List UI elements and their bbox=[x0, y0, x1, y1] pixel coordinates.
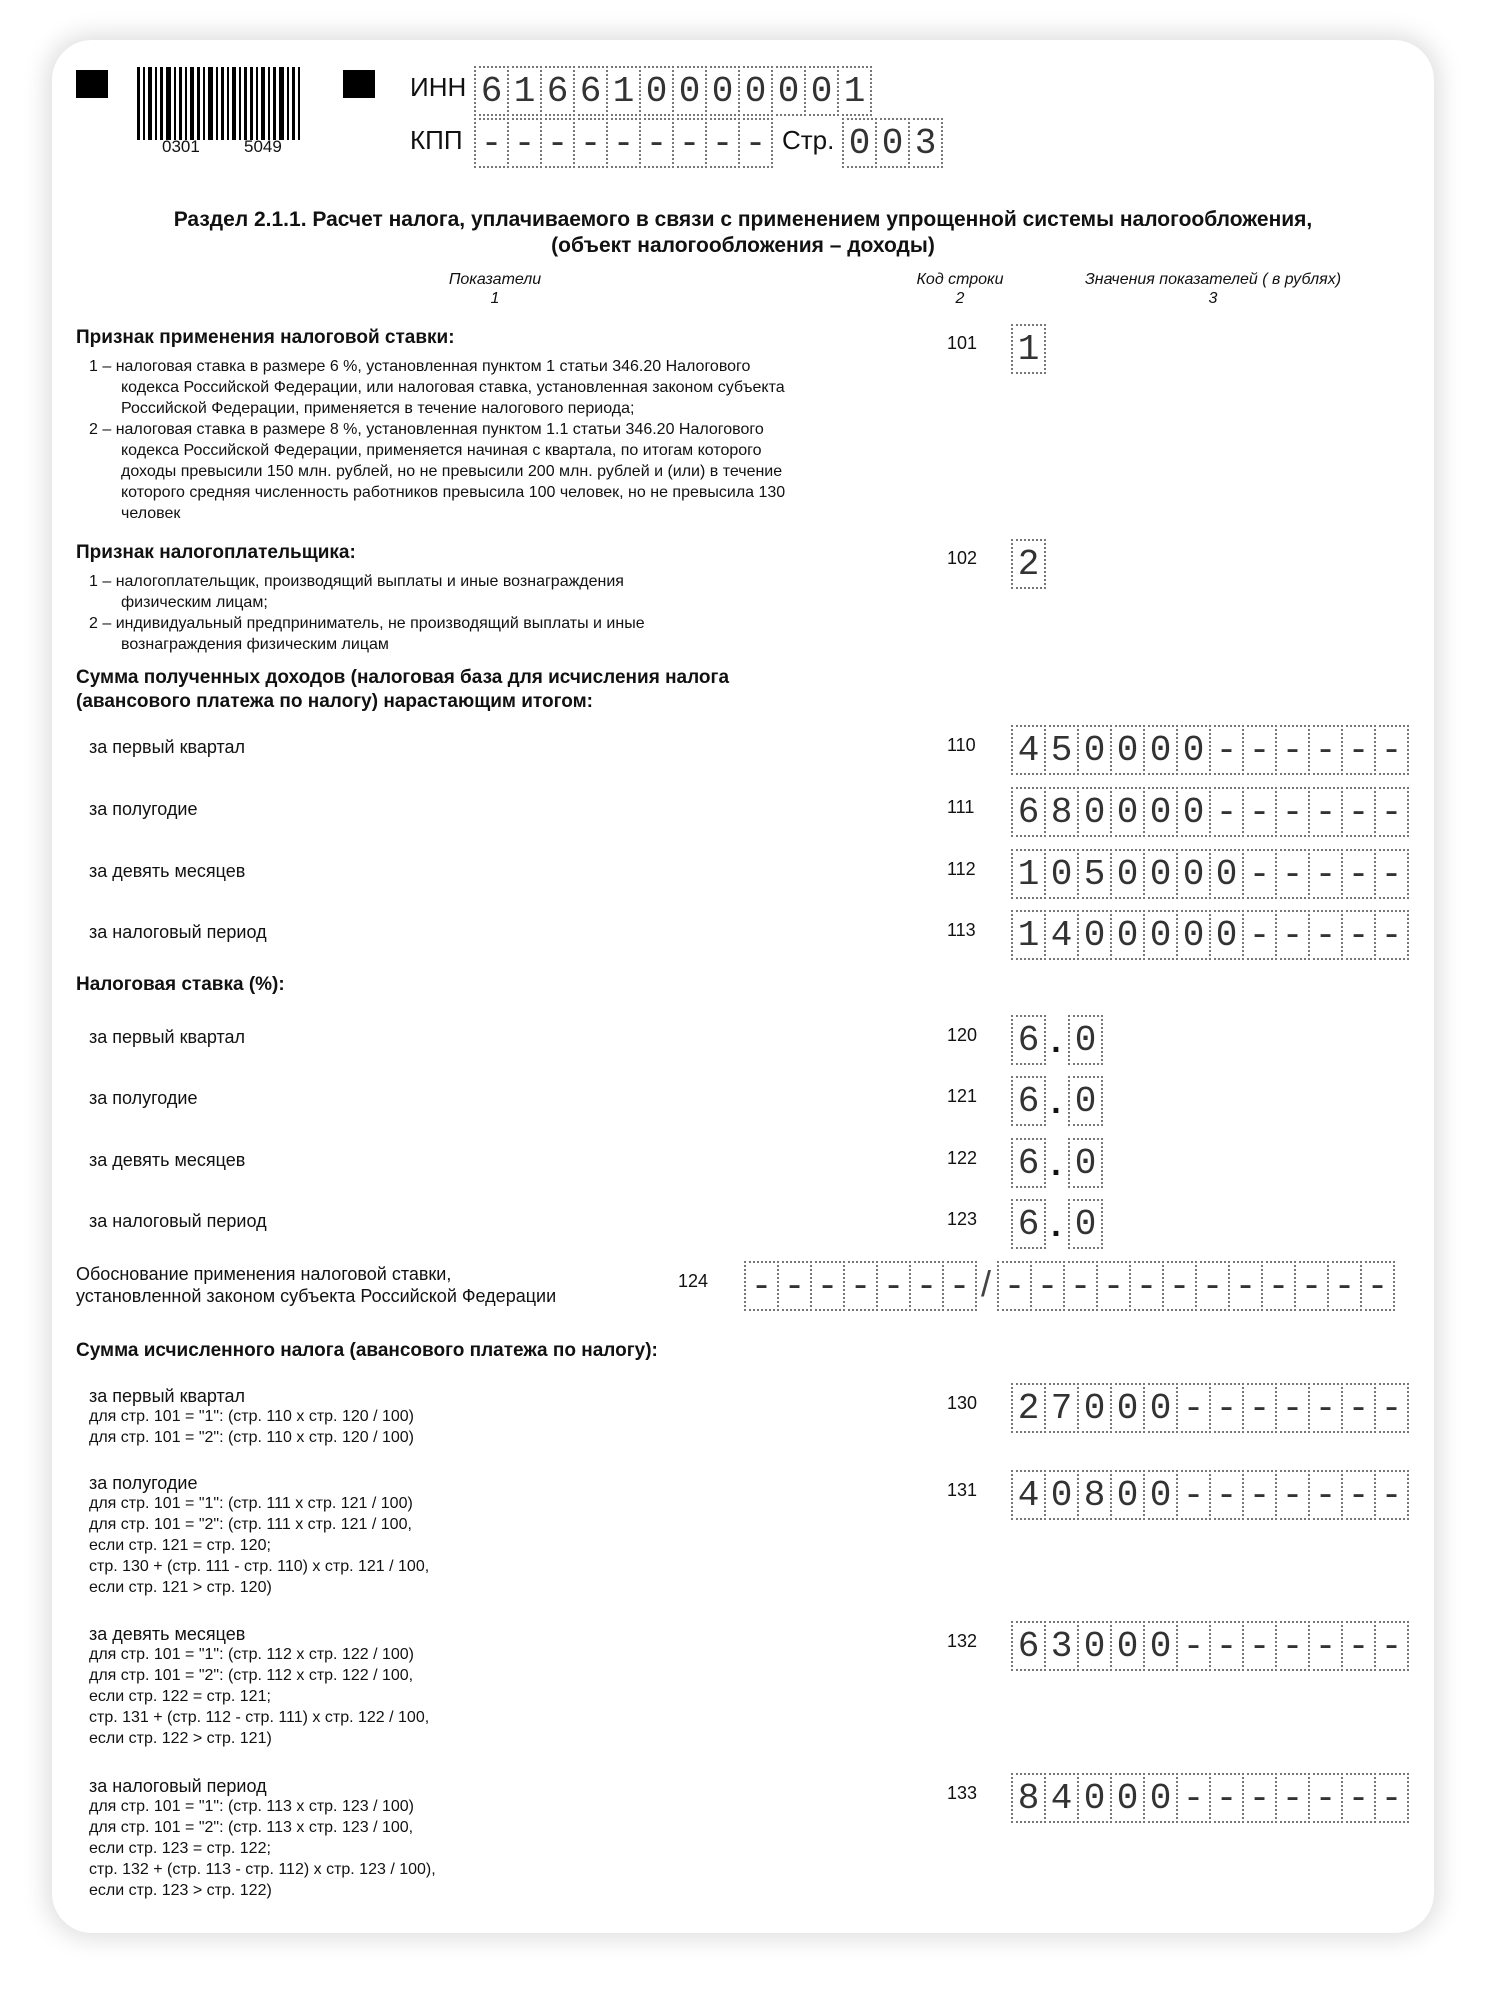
rate-integer-cell[interactable]: 6 bbox=[1011, 1076, 1046, 1126]
digit-cell[interactable]: 2 bbox=[1011, 1383, 1046, 1433]
digit-cell[interactable]: 8 bbox=[1011, 1773, 1046, 1823]
column-header-line-code-label: Код строки bbox=[916, 271, 1004, 288]
text-line: 1 – налоговая ставка в размере 6 %, установленная пунктом 1 статьи 346.20 Налогового bbox=[89, 358, 751, 375]
digit-cell[interactable]: - bbox=[1275, 1470, 1310, 1520]
basis-article-cell[interactable]: - bbox=[1195, 1261, 1230, 1311]
basis-article-cell[interactable]: - bbox=[1096, 1261, 1131, 1311]
digit-cell[interactable]: 1 bbox=[1011, 849, 1046, 899]
digit-cell[interactable]: - bbox=[1341, 1470, 1376, 1520]
digit-cell[interactable]: 8 bbox=[1044, 787, 1079, 837]
digit-cell[interactable]: 5 bbox=[1044, 725, 1079, 775]
tax-q1-formula bbox=[89, 1406, 414, 1448]
digit-cell[interactable]: - bbox=[1275, 910, 1310, 960]
digit-cell[interactable]: 6 bbox=[1011, 787, 1046, 837]
rate-fraction-cell[interactable]: 0 bbox=[1068, 1138, 1103, 1188]
digit-cell[interactable]: - bbox=[1176, 1621, 1211, 1671]
income-heading bbox=[76, 666, 729, 714]
barcode-bar bbox=[190, 67, 194, 140]
digit-cell[interactable]: 0 bbox=[1176, 910, 1211, 960]
digit-cell[interactable]: - bbox=[1308, 1470, 1343, 1520]
income-nine-months-label: за девять месяцев bbox=[89, 861, 246, 881]
barcode-bar bbox=[250, 67, 253, 140]
digit-cell[interactable]: 0 bbox=[1176, 849, 1211, 899]
barcode-bar bbox=[239, 67, 241, 140]
digit-cell[interactable]: 4 bbox=[1011, 725, 1046, 775]
basis-separator: / bbox=[980, 1263, 991, 1304]
line-code-120: 120 bbox=[947, 1025, 978, 1045]
digit-cell[interactable]: - bbox=[1242, 1470, 1277, 1520]
digit-cell[interactable]: 4 bbox=[1044, 910, 1079, 960]
digit-cell[interactable]: 0 bbox=[1077, 725, 1112, 775]
barcode-bar bbox=[232, 67, 236, 140]
barcode-bar bbox=[216, 67, 218, 140]
basis-article-cell[interactable]: - bbox=[1360, 1261, 1395, 1311]
digit-cell[interactable]: - bbox=[1209, 787, 1244, 837]
digit-cell[interactable]: 0 bbox=[771, 66, 806, 116]
digit-cell[interactable]: 0 bbox=[1110, 1621, 1145, 1671]
digit-cell[interactable]: 1 bbox=[1011, 324, 1046, 374]
digit-cell[interactable]: - bbox=[1242, 1383, 1277, 1433]
line-code-132: 132 bbox=[947, 1631, 978, 1651]
barcode-number-1: 0301 bbox=[162, 137, 200, 156]
tax-nine-months-label: за девять месяцев bbox=[89, 1624, 246, 1644]
rate-integer-cell[interactable]: 6 bbox=[1011, 1015, 1046, 1065]
text-line: человек bbox=[121, 505, 181, 522]
barcode-bar bbox=[221, 67, 224, 140]
barcode-bar bbox=[137, 67, 140, 140]
basis-code-cell[interactable]: - bbox=[909, 1261, 944, 1311]
digit-cell[interactable]: - bbox=[1374, 1621, 1409, 1671]
line-code-130: 130 bbox=[947, 1393, 978, 1413]
digit-cell[interactable]: - bbox=[507, 118, 542, 168]
tax-tax-period-field[interactable] bbox=[1011, 1773, 1407, 1823]
text-line: кодекса Российской Федерации, применяется начиная с квартала, по итогам которого bbox=[121, 442, 762, 459]
barcode-bar bbox=[143, 67, 145, 140]
digit-cell[interactable]: 0 bbox=[1176, 725, 1211, 775]
digit-cell[interactable]: 0 bbox=[1110, 1773, 1145, 1823]
basis-article-cell[interactable]: - bbox=[1129, 1261, 1164, 1311]
text-line: которого средняя численность работников превысила 100 человек, но не превысила 130 bbox=[121, 484, 786, 501]
digit-cell[interactable]: 8 bbox=[1077, 1470, 1112, 1520]
digit-cell[interactable]: - bbox=[1242, 1773, 1277, 1823]
line-code-111: 111 bbox=[947, 797, 975, 817]
basis-code-cell[interactable]: - bbox=[744, 1261, 779, 1311]
digit-cell[interactable]: - bbox=[573, 118, 608, 168]
section-title-line-1: Раздел 2.1.1. Расчет налога, уплачиваемого в связи с применением упрощенной системы налогообложения, bbox=[173, 208, 1313, 231]
line-code-131: 131 bbox=[947, 1480, 978, 1500]
line-code-102: 102 bbox=[947, 548, 978, 568]
text-line: если стр. 121 > стр. 120) bbox=[89, 1579, 272, 1596]
barcode-number-2: 5049 bbox=[244, 137, 282, 156]
digit-cell[interactable]: - bbox=[1209, 1470, 1244, 1520]
digit-cell[interactable]: - bbox=[1308, 1383, 1343, 1433]
rate-fraction-cell[interactable]: 0 bbox=[1068, 1076, 1103, 1126]
rate-basis-label-line-1: Обоснование применения налоговой ставки, bbox=[76, 1264, 452, 1284]
barcode-bar bbox=[166, 67, 171, 140]
text-line: если стр. 122 = стр. 121; bbox=[89, 1688, 271, 1705]
basis-code-cell[interactable]: - bbox=[876, 1261, 911, 1311]
inn-label: ИНН bbox=[410, 72, 467, 102]
barcode-bar bbox=[273, 67, 276, 140]
text-line: для стр. 101 = "2": (стр. 110 x стр. 120 / 100) bbox=[89, 1429, 414, 1446]
digit-cell[interactable]: - bbox=[1242, 725, 1277, 775]
barcode bbox=[137, 67, 303, 140]
digit-cell[interactable]: - bbox=[1341, 910, 1376, 960]
text-line: для стр. 101 = "1": (стр. 110 x стр. 120 / 100) bbox=[89, 1408, 414, 1425]
tax-nine-months-formula bbox=[89, 1644, 429, 1749]
digit-cell[interactable]: - bbox=[1209, 1621, 1244, 1671]
digit-cell[interactable]: 0 bbox=[1110, 1470, 1145, 1520]
column-header-line-code-number: 2 bbox=[955, 290, 965, 307]
digit-cell[interactable]: - bbox=[1308, 1773, 1343, 1823]
column-header-values-label: Значения показателей ( в рублях) bbox=[1084, 271, 1342, 288]
barcode-bar bbox=[185, 67, 187, 140]
digit-cell[interactable]: 0 bbox=[1176, 787, 1211, 837]
digit-cell[interactable]: - bbox=[540, 118, 575, 168]
digit-cell[interactable]: 0 bbox=[1143, 725, 1178, 775]
digit-cell[interactable]: - bbox=[1341, 725, 1376, 775]
digit-cell[interactable]: 0 bbox=[705, 66, 740, 116]
digit-cell[interactable]: 4 bbox=[1044, 1773, 1079, 1823]
decimal-point: . bbox=[1051, 1145, 1061, 1183]
section-title bbox=[52, 207, 1434, 259]
line-code-123: 123 bbox=[947, 1209, 978, 1229]
column-header-values bbox=[1048, 270, 1378, 308]
tax-half-year-field[interactable] bbox=[1011, 1470, 1407, 1520]
text-line: для стр. 101 = "2": (стр. 111 x стр. 121 / 100, bbox=[89, 1516, 412, 1533]
digit-cell[interactable]: 6 bbox=[573, 66, 608, 116]
digit-cell[interactable]: - bbox=[1374, 725, 1409, 775]
kpp-label: КПП bbox=[410, 125, 463, 155]
digit-cell[interactable]: - bbox=[1275, 1773, 1310, 1823]
digit-cell[interactable]: 6 bbox=[474, 66, 509, 116]
digit-cell[interactable]: - bbox=[1308, 1621, 1343, 1671]
tax-tax-period-label: за налоговый период bbox=[89, 1776, 267, 1796]
column-header-indicators-label: Показатели bbox=[448, 271, 542, 288]
rate-tax-period-label: за налоговый период bbox=[89, 1211, 267, 1231]
digit-cell[interactable]: 0 bbox=[1044, 849, 1079, 899]
digit-cell[interactable]: 0 bbox=[1110, 1383, 1145, 1433]
text-line: для стр. 101 = "2": (стр. 112 x стр. 122 / 100, bbox=[89, 1667, 414, 1684]
tax-half-year-label: за полугодие bbox=[89, 1473, 198, 1493]
basis-article-cell[interactable]: - bbox=[1162, 1261, 1197, 1311]
digit-cell[interactable]: - bbox=[1209, 1773, 1244, 1823]
line-code-110: 110 bbox=[947, 735, 976, 755]
digit-cell[interactable]: 0 bbox=[842, 118, 877, 168]
digit-cell[interactable]: - bbox=[1374, 849, 1409, 899]
rate-integer-cell[interactable]: 6 bbox=[1011, 1199, 1046, 1249]
line-code-112: 112 bbox=[947, 859, 976, 879]
digit-cell[interactable]: - bbox=[1341, 1773, 1376, 1823]
line-code-121: 121 bbox=[947, 1086, 978, 1106]
digit-cell[interactable]: - bbox=[1374, 1773, 1409, 1823]
barcode-bar bbox=[298, 67, 300, 140]
digit-cell[interactable]: 4 bbox=[1011, 1470, 1046, 1520]
digit-cell[interactable]: 0 bbox=[1143, 1773, 1178, 1823]
decimal-point: . bbox=[1051, 1206, 1061, 1244]
rate-nine-months-field[interactable] bbox=[1011, 1138, 1101, 1188]
basis-code-cell[interactable]: - bbox=[843, 1261, 878, 1311]
barcode-bar bbox=[155, 67, 157, 140]
digit-cell[interactable]: 0 bbox=[804, 66, 839, 116]
income-heading-line-2: (авансового платежа по налогу) нарастающим итогом: bbox=[76, 691, 593, 712]
barcode-bar bbox=[292, 67, 295, 140]
section-title-line-2: (объект налогообложения – доходы) bbox=[551, 234, 935, 257]
digit-cell[interactable]: 0 bbox=[1110, 725, 1145, 775]
rate-integer-cell[interactable]: 6 bbox=[1011, 1138, 1046, 1188]
barcode-bar bbox=[244, 67, 247, 140]
barcode-bar bbox=[208, 67, 213, 140]
line-code-113: 113 bbox=[947, 920, 976, 940]
digit-cell[interactable]: 7 bbox=[1044, 1383, 1079, 1433]
digit-cell[interactable]: - bbox=[1242, 1621, 1277, 1671]
digit-cell[interactable]: - bbox=[1242, 910, 1277, 960]
taxpayer-sign-description bbox=[89, 571, 789, 655]
digit-cell[interactable]: 3 bbox=[1044, 1621, 1079, 1671]
rate-nine-months-label: за девять месяцев bbox=[89, 1150, 246, 1170]
digit-cell[interactable]: 5 bbox=[1077, 849, 1112, 899]
barcode-bar bbox=[197, 67, 200, 140]
line-code-101: 101 bbox=[947, 333, 978, 353]
digit-cell[interactable]: - bbox=[1209, 1383, 1244, 1433]
rate-q1-label: за первый квартал bbox=[89, 1027, 246, 1047]
text-line: 2 – налоговая ставка в размере 8 %, установленная пунктом 1.1 статьи 346.20 Налогового bbox=[89, 421, 764, 438]
digit-cell[interactable]: - bbox=[1176, 1383, 1211, 1433]
digit-cell[interactable]: 0 bbox=[1110, 787, 1145, 837]
calculated-tax-heading: Сумма исчисленного налога (авансового платежа по налогу): bbox=[76, 1340, 658, 1361]
text-line: доходы превысили 150 млн. рублей, но не превысили 200 млн. рублей и (или) в течение bbox=[121, 463, 783, 480]
text-line: если стр. 123 = стр. 122; bbox=[89, 1840, 271, 1857]
barcode-bar bbox=[256, 67, 258, 140]
basis-article-cell[interactable]: - bbox=[1261, 1261, 1296, 1311]
taxpayer-sign-field[interactable] bbox=[1011, 539, 1044, 589]
digit-cell[interactable]: 0 bbox=[1143, 1470, 1178, 1520]
income-q1-label: за первый квартал bbox=[89, 737, 246, 757]
barcode-bar bbox=[179, 67, 182, 140]
kpp-field[interactable] bbox=[474, 118, 771, 168]
text-line: если стр. 121 = стр. 120; bbox=[89, 1537, 271, 1554]
tax-q1-field[interactable] bbox=[1011, 1383, 1407, 1433]
rate-sign-heading: Признак применения налоговой ставки: bbox=[76, 327, 455, 348]
column-header-indicators-number: 1 bbox=[490, 290, 500, 307]
basis-code-cell[interactable]: - bbox=[777, 1261, 812, 1311]
digit-cell[interactable]: 0 bbox=[1077, 1773, 1112, 1823]
digit-cell[interactable]: 1 bbox=[507, 66, 542, 116]
barcode-bar bbox=[287, 67, 289, 140]
text-line: стр. 130 + (стр. 111 - стр. 110) x стр. 121 / 100, bbox=[89, 1558, 430, 1575]
text-line: для стр. 101 = "1": (стр. 113 x стр. 123 / 100) bbox=[89, 1798, 414, 1815]
rate-basis-label bbox=[76, 1263, 556, 1307]
income-tax-period-field[interactable] bbox=[1011, 910, 1407, 960]
digit-cell[interactable]: - bbox=[1308, 910, 1343, 960]
income-q1-field[interactable] bbox=[1011, 725, 1407, 775]
digit-cell[interactable]: - bbox=[1242, 787, 1277, 837]
page-label: Стр. bbox=[782, 125, 835, 155]
decimal-point: . bbox=[1051, 1083, 1061, 1121]
income-tax-period-label: за налоговый период bbox=[89, 922, 267, 942]
rate-q1-field[interactable] bbox=[1011, 1015, 1101, 1065]
digit-cell[interactable]: - bbox=[474, 118, 509, 168]
barcode-bar bbox=[203, 67, 205, 140]
digit-cell[interactable]: 0 bbox=[1143, 1621, 1178, 1671]
text-line: стр. 132 + (стр. 113 - стр. 112) x стр. 123 / 100), bbox=[89, 1861, 436, 1878]
digit-cell[interactable]: 1 bbox=[1011, 910, 1046, 960]
digit-cell[interactable]: 3 bbox=[908, 118, 943, 168]
tax-tax-period-formula bbox=[89, 1796, 436, 1901]
digit-cell[interactable]: - bbox=[1308, 787, 1343, 837]
digit-cell[interactable]: 1 bbox=[837, 66, 872, 116]
rate-basis-field[interactable] bbox=[744, 1261, 1393, 1311]
text-line: физическим лицам; bbox=[121, 594, 268, 611]
digit-cell[interactable]: - bbox=[1374, 910, 1409, 960]
rate-fraction-cell[interactable]: 0 bbox=[1068, 1199, 1103, 1249]
digit-cell[interactable]: - bbox=[1341, 1383, 1376, 1433]
income-half-year-field[interactable] bbox=[1011, 787, 1407, 837]
rate-half-year-label: за полугодие bbox=[89, 1088, 198, 1108]
digit-cell[interactable]: - bbox=[1176, 1470, 1211, 1520]
digit-cell[interactable]: - bbox=[705, 118, 740, 168]
digit-cell[interactable]: 1 bbox=[606, 66, 641, 116]
basis-code-cell[interactable]: - bbox=[942, 1261, 977, 1311]
digit-cell[interactable]: - bbox=[738, 118, 773, 168]
digit-cell[interactable]: 0 bbox=[1077, 1383, 1112, 1433]
digit-cell[interactable]: - bbox=[1209, 725, 1244, 775]
text-line: если стр. 122 > стр. 121) bbox=[89, 1730, 272, 1747]
tax-rate-heading: Налоговая ставка (%): bbox=[76, 974, 285, 995]
digit-cell[interactable]: - bbox=[1308, 725, 1343, 775]
barcode-bar bbox=[279, 67, 284, 140]
income-half-year-label: за полугодие bbox=[89, 799, 198, 819]
digit-cell[interactable]: 0 bbox=[1143, 849, 1178, 899]
tax-q1-label: за первый квартал bbox=[89, 1386, 246, 1406]
digit-cell[interactable]: - bbox=[639, 118, 674, 168]
digit-cell[interactable]: 0 bbox=[1143, 1383, 1178, 1433]
digit-cell[interactable]: - bbox=[1341, 787, 1376, 837]
digit-cell[interactable]: - bbox=[1275, 787, 1310, 837]
digit-cell[interactable]: 0 bbox=[1077, 787, 1112, 837]
inn-field[interactable] bbox=[474, 66, 870, 116]
basis-article-cell[interactable]: - bbox=[1327, 1261, 1362, 1311]
column-header-indicators bbox=[380, 270, 610, 308]
line-code-124: 124 bbox=[678, 1271, 709, 1291]
digit-cell[interactable]: 0 bbox=[738, 66, 773, 116]
digit-cell[interactable]: - bbox=[1275, 1383, 1310, 1433]
tax-nine-months-field[interactable] bbox=[1011, 1621, 1407, 1671]
line-code-122: 122 bbox=[947, 1148, 978, 1168]
digit-cell[interactable]: 0 bbox=[672, 66, 707, 116]
rate-tax-period-field[interactable] bbox=[1011, 1199, 1101, 1249]
text-line: Российской Федерации, применяется в течение налогового периода; bbox=[121, 400, 635, 417]
basis-code-cell[interactable]: - bbox=[810, 1261, 845, 1311]
digit-cell[interactable]: 2 bbox=[1011, 539, 1046, 589]
digit-cell[interactable]: 0 bbox=[1209, 849, 1244, 899]
digit-cell[interactable]: 0 bbox=[1143, 787, 1178, 837]
digit-cell[interactable]: - bbox=[606, 118, 641, 168]
income-heading-line-1: Сумма полученных доходов (налоговая база для исчисления налога bbox=[76, 667, 730, 688]
basis-article-cell[interactable]: - bbox=[1030, 1261, 1065, 1311]
rate-half-year-field[interactable] bbox=[1011, 1076, 1101, 1126]
barcode-bar bbox=[160, 67, 163, 140]
digit-cell[interactable]: 0 bbox=[875, 118, 910, 168]
digit-cell[interactable]: - bbox=[1176, 1773, 1211, 1823]
digit-cell[interactable]: - bbox=[1275, 849, 1310, 899]
digit-cell[interactable]: - bbox=[1374, 1470, 1409, 1520]
rate-fraction-cell[interactable]: 0 bbox=[1068, 1015, 1103, 1065]
basis-article-cell[interactable]: - bbox=[1228, 1261, 1263, 1311]
tax-half-year-formula bbox=[89, 1493, 429, 1598]
text-line: для стр. 101 = "2": (стр. 113 x стр. 123 / 100, bbox=[89, 1819, 414, 1836]
text-line: 1 – налогоплательщик, производящий выплаты и иные вознаграждения bbox=[89, 573, 624, 590]
rate-sign-field[interactable] bbox=[1011, 324, 1044, 374]
line-code-133: 133 bbox=[947, 1783, 978, 1803]
alignment-marker-left bbox=[76, 70, 108, 98]
digit-cell[interactable]: 0 bbox=[1209, 910, 1244, 960]
barcode-bar bbox=[174, 67, 176, 140]
text-line: для стр. 101 = "1": (стр. 111 x стр. 121 / 100) bbox=[89, 1495, 413, 1512]
income-nine-months-field[interactable] bbox=[1011, 849, 1407, 899]
barcode-bar bbox=[227, 67, 229, 140]
text-line: 2 – индивидуальный предприниматель, не производящий выплаты и иные bbox=[89, 615, 645, 632]
column-header-line-code bbox=[895, 270, 1025, 308]
text-line: кодекса Российской Федерации, или налоговая ставка, установленная законом субъекта bbox=[121, 379, 785, 396]
digit-cell[interactable]: - bbox=[1341, 1621, 1376, 1671]
digit-cell[interactable]: 6 bbox=[1011, 1621, 1046, 1671]
basis-article-cell[interactable]: - bbox=[1294, 1261, 1329, 1311]
barcode-bar bbox=[261, 67, 265, 140]
digit-cell[interactable]: 0 bbox=[1044, 1470, 1079, 1520]
digit-cell[interactable]: 0 bbox=[1110, 910, 1145, 960]
digit-cell[interactable]: - bbox=[672, 118, 707, 168]
digit-cell[interactable]: - bbox=[1242, 849, 1277, 899]
page-number-field[interactable] bbox=[842, 118, 941, 168]
decimal-point: . bbox=[1051, 1022, 1061, 1060]
digit-cell[interactable]: 6 bbox=[540, 66, 575, 116]
basis-article-cell[interactable]: - bbox=[997, 1261, 1032, 1311]
digit-cell[interactable]: - bbox=[1374, 787, 1409, 837]
basis-article-cell[interactable]: - bbox=[1063, 1261, 1098, 1311]
digit-cell[interactable]: - bbox=[1341, 849, 1376, 899]
barcode-bar bbox=[268, 67, 270, 140]
digit-cell[interactable]: - bbox=[1275, 725, 1310, 775]
alignment-marker-right bbox=[343, 70, 375, 98]
taxpayer-sign-heading: Признак налогоплательщика: bbox=[76, 542, 356, 563]
digit-cell[interactable]: 0 bbox=[1143, 910, 1178, 960]
digit-cell[interactable]: 0 bbox=[1077, 910, 1112, 960]
rate-basis-label-line-2: установленной законом субъекта Российской Федерации bbox=[76, 1286, 557, 1306]
text-line: стр. 131 + (стр. 112 - стр. 111) x стр. 122 / 100, bbox=[89, 1709, 430, 1726]
digit-cell[interactable]: - bbox=[1308, 849, 1343, 899]
digit-cell[interactable]: 0 bbox=[1110, 849, 1145, 899]
column-header-values-number: 3 bbox=[1208, 290, 1218, 307]
text-line: для стр. 101 = "1": (стр. 112 x стр. 122 / 100) bbox=[89, 1646, 414, 1663]
digit-cell[interactable]: - bbox=[1275, 1621, 1310, 1671]
digit-cell[interactable]: 0 bbox=[1077, 1621, 1112, 1671]
rate-sign-description bbox=[89, 356, 919, 524]
text-line: вознаграждения физическим лицам bbox=[121, 636, 389, 653]
barcode-bar bbox=[148, 67, 152, 140]
digit-cell[interactable]: - bbox=[1374, 1383, 1409, 1433]
digit-cell[interactable]: 0 bbox=[639, 66, 674, 116]
text-line: если стр. 123 > стр. 122) bbox=[89, 1882, 272, 1899]
